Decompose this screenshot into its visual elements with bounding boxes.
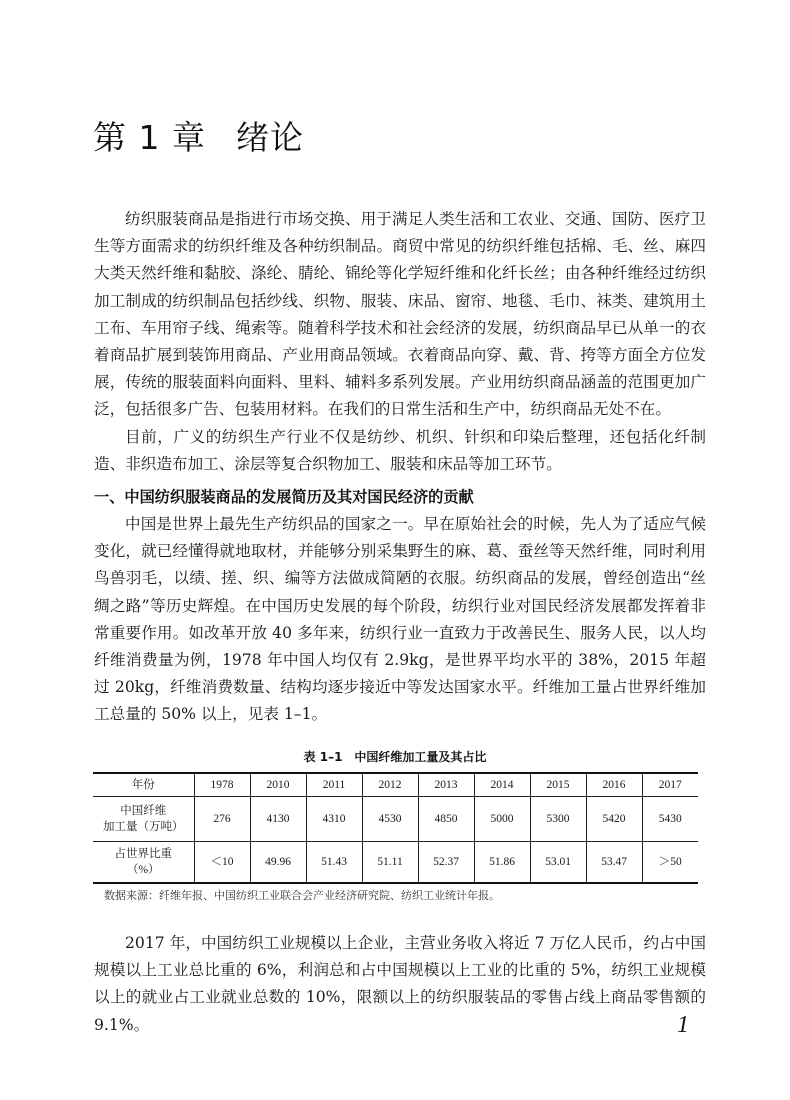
table-header-year: 2012 — [362, 773, 418, 797]
table-cell: ＜10 — [194, 842, 250, 884]
table-cell: 4850 — [418, 797, 474, 842]
table-cell: 5300 — [530, 797, 586, 842]
table-row-label — [93, 842, 194, 884]
table-cell: 5420 — [586, 797, 642, 842]
table-header-year: 1978 — [194, 773, 250, 797]
table-header-year: 2013 — [418, 773, 474, 797]
table-cell: 53.47 — [586, 842, 642, 884]
table-cell: 51.43 — [306, 842, 362, 884]
table-header-year: 2015 — [530, 773, 586, 797]
table-header-year: 2016 — [586, 773, 642, 797]
table-header-year: 2010 — [250, 773, 306, 797]
row-label-line: 占世界比重 — [114, 848, 172, 860]
chapter-number: 第 1 章 — [93, 118, 206, 157]
table-row-label — [93, 797, 194, 842]
closing-paragraph: 2017 年，中国纺织工业规模以上企业，主营业务收入将近 7 万亿人民币，约占中国规模以上工业总比重的 6%，利润总和占中国规模以上工业的比重的 5%，纺织工业规模以上的就业占工业就业总数的 10%，限额以上的纺织服装品的零售占线上商品零售额的 9.1%。 — [94, 934, 706, 1034]
table-cell: 53.01 — [530, 842, 586, 884]
intro-section — [94, 206, 706, 478]
table-cell: 4130 — [250, 797, 306, 842]
row-label-line: 加工量（万吨） — [103, 821, 184, 833]
fiber-processing-table — [93, 772, 698, 884]
section-heading: 一、中国纺织服装商品的发展简历及其对国民经济的贡献 — [94, 488, 474, 506]
table-cell: 4310 — [306, 797, 362, 842]
table-source-note: 数据来源：纤维年报、中国纺织工业联合会产业经济研究院、纺织工业统计年报。 — [104, 889, 500, 902]
row-label-line: （%） — [126, 864, 160, 876]
table-cell: 4530 — [362, 797, 418, 842]
row-label-line: 中国纤维 — [120, 805, 167, 817]
table-cell: 52.37 — [418, 842, 474, 884]
table-cell: ＞50 — [642, 842, 698, 884]
section-body — [94, 511, 706, 729]
table-header-year: 2011 — [306, 773, 362, 797]
table-header-label: 年份 — [93, 773, 194, 797]
section-paragraph-1: 中国是世界上最先生产纺织品的国家之一。早在原始社会的时候，先人为了适应气候变化，就已经懂得就地取材，并能够分别采集野生的麻、葛、蚕丝等天然纤维，同时利用鸟兽羽毛，以绩、搓、织、编等方法做成简陋的衣服。纺织商品的发展，曾经创造出“丝绸之路”等历史辉煌。在中国历史发展的每个阶段，纺织行业对国民经济发展都发挥着非常重要作用。如改革开放 40 多年来，纺织行业一直致力于改善民生、服务人民，以人均纤维消费量为例，1978 年中国人均仅有 2.9kg，是世界平均水平的 38%，2015 年超过 20kg，纤维消费数量、结构均逐步接近中等发达国家水平。纤维加工量占世界纤维加工总量的 50% 以上，见表 1–1。 — [94, 515, 706, 724]
table-header-year: 2014 — [474, 773, 530, 797]
table-row — [93, 797, 698, 842]
table-header-year: 2017 — [642, 773, 698, 797]
chapter-title — [93, 112, 304, 159]
table-cell: 5000 — [474, 797, 530, 842]
intro-paragraph-2: 目前，广义的纺织生产行业不仅是纺纱、机织、针织和印染后整理，还包括化纤制造、非织造布加工、涂层等复合织物加工、服装和床品等加工环节。 — [94, 427, 706, 473]
table-row — [93, 842, 698, 884]
table-cell: 49.96 — [250, 842, 306, 884]
page-number: 1 — [677, 1012, 689, 1038]
table-cell: 51.86 — [474, 842, 530, 884]
table-cell: 5430 — [642, 797, 698, 842]
table-cell: 276 — [194, 797, 250, 842]
intro-paragraph-1: 纺织服装商品是指进行市场交换、用于满足人类生活和工农业、交通、国防、医疗卫生等方面需求的纺织纤维及各种纺织制品。商贸中常见的纺织纤维包括棉、毛、丝、麻四大类天然纤维和黏胶、涤纶、腈纶、锦纶等化学短纤维和化纤长丝；由各种纤维经过纺织加工制成的纺织制品包括纱线、织物、服装、床品、窗帘、地毯、毛巾、袜类、建筑用土工布、车用帘子线、绳索等。随着科学技术和社会经济的发展，纺织商品早已从单一的衣着商品扩展到装饰用商品、产业用商品领域。衣着商品向穿、戴、背、挎等方面全方位发展，传统的服装面料向面料、里料、辅料多系列发展。产业用纺织商品涵盖的范围更加广泛，包括很多广告、包装用材料。在我们的日常生活和生产中，纺织商品无处不在。 — [94, 210, 706, 419]
chapter-name: 绪论 — [235, 118, 304, 157]
table-cell: 51.11 — [362, 842, 418, 884]
closing-section — [94, 930, 706, 1039]
table-header-row — [93, 773, 698, 797]
table-caption: 表 1–1 中国纤维加工量及其占比 — [303, 750, 487, 764]
